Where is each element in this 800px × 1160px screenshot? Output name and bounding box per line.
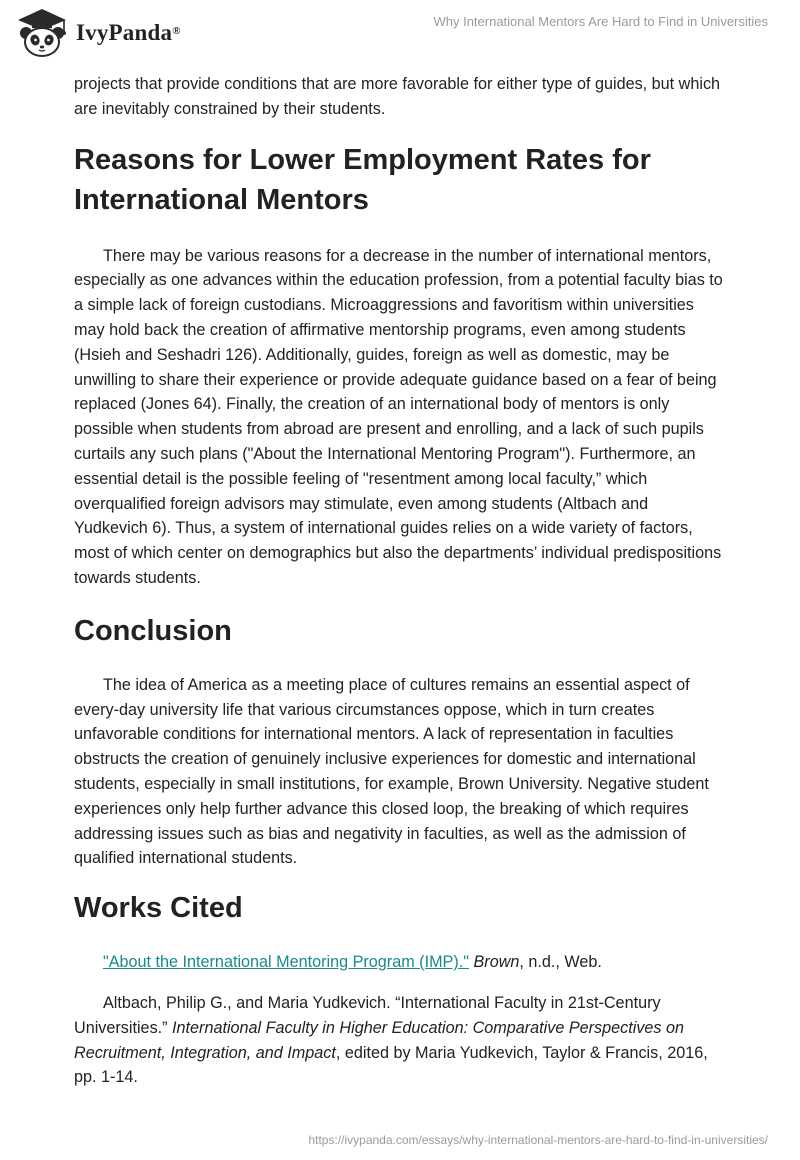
citation-rest: , n.d., Web. bbox=[519, 953, 602, 972]
footer-url[interactable]: https://ivypanda.com/essays/why-international-mentors-are-hard-to-find-in-universities/ bbox=[308, 1133, 768, 1147]
citation-rest: , edited by Maria Yudkevich, Taylor & Francis, 2016, pp. 1-14. bbox=[74, 1043, 708, 1087]
citation-source: Brown bbox=[473, 953, 520, 972]
brand-text: IvyPanda bbox=[76, 20, 173, 45]
citation-entry bbox=[74, 950, 724, 975]
page-header bbox=[0, 0, 800, 62]
article-body bbox=[74, 72, 724, 1090]
heading-conclusion: Conclusion bbox=[74, 614, 232, 647]
registered-mark: ® bbox=[172, 25, 181, 37]
continuation-paragraph: projects that provide conditions that are more favorable for either type of guides, but which are inevitably constrained by their students. bbox=[74, 75, 721, 118]
brand-name[interactable] bbox=[76, 19, 181, 47]
citation-link[interactable]: "About the International Mentoring Program (IMP)." bbox=[103, 953, 469, 972]
reasons-paragraph: There may be various reasons for a decrease in the number of international mentors, especially as one advances within the education profession, from a potential faculty bias to a simple lack of foreign custodians. Microaggressions and favoritism within universities may hold back the creation of affirmative mentorship programs, even among students (Hsieh and Seshadri 126). Additionally, guides, foreign as well as domestic, may be unwilling to share their experience or provide adequate guidance based on a fear of being replaced (Jones 64). Finally, the creation of an international body of mentors is only possible when students from abroad are present and enrolling, and a lack of such pupils curtails any such plans ("About the International Mentoring Program"). Furthermore, an essential detail is the possible feeling of "resentment among local faculty,” which overqualified foreign advisors may stimulate, even among students (Altbach and Yudkevich 6). Thus, a system of international guides relies on a wide variety of factors, most of which center on demographics but also the departments’ individual predispositions towards students. bbox=[74, 246, 723, 587]
heading-works-cited: Works Cited bbox=[74, 892, 243, 925]
citation-entry bbox=[74, 991, 724, 1090]
document-title: Why International Mentors Are Hard to Find in Universities bbox=[433, 14, 768, 29]
conclusion-paragraph: The idea of America as a meeting place of cultures remains an essential aspect of every-day university life that various circumstances oppose, which in turn creates unfavorable conditions for international mentors. A lack of representation in faculties obstructs the creation of genuinely inclusive experiences for domestic and international students, especially in small institutions, for example, Brown University. Negative student experiences only help further advance this closed loop, the breaking of which requires addressing issues such as bias and negativity in faculties, as well as the admission of qualified international students. bbox=[74, 675, 709, 868]
citation-book-title: International Faculty in Higher Education: Comparative Perspectives on Recruitment, Integration, and Impact bbox=[74, 1018, 685, 1062]
citation-authors: Altbach, Philip G., and Maria Yudkevich. “International Faculty in 21st-Century Universities.” bbox=[74, 993, 661, 1037]
heading-reasons: Reasons for Lower Employment Rates for International Mentors bbox=[74, 143, 651, 216]
panda-graduation-cap-icon[interactable] bbox=[12, 6, 74, 60]
